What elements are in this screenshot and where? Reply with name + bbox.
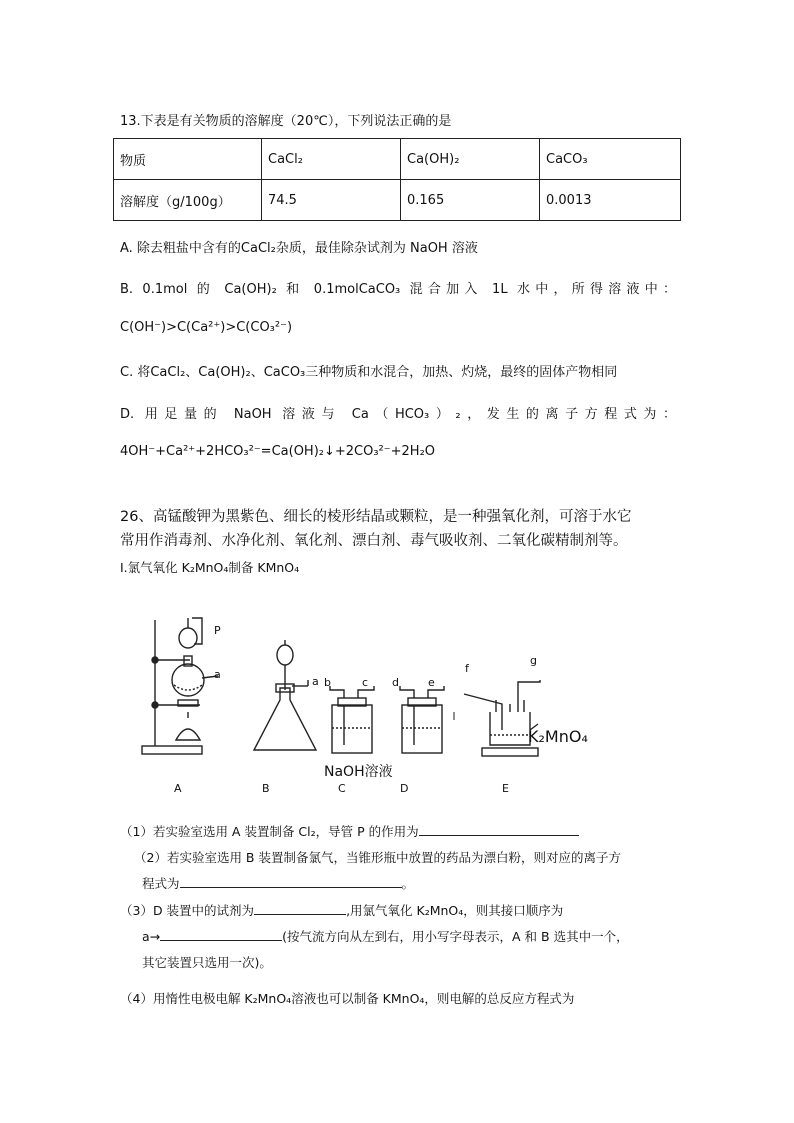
q26-sub3-line2-suffix: (按气流方向从左到右，用小写字母表示，A 和 B 选其中一个， (282, 929, 629, 944)
apparatus-label: C (338, 782, 346, 795)
q26-sub1-text: （1）若实验室选用 A 装置制备 Cl₂，导管 P 的作用为 (120, 824, 419, 839)
q26-sub3-line3: 其它装置只选用一次)。 (142, 955, 272, 970)
solubility-table (113, 138, 681, 221)
port-label: f (465, 662, 469, 675)
answer-blank[interactable] (180, 875, 402, 888)
table-row-label: 溶解度（g/100g） (114, 180, 262, 221)
port-label: P (214, 624, 221, 637)
table-cell: 0.165 (401, 180, 540, 221)
apparatus-label: D (400, 782, 409, 795)
table-cell: 74.5 (262, 180, 401, 221)
q13-option-b-line1: B. 0.1mol 的 Ca(OH)₂ 和 0.1molCaCO₃ 混合加入 1L 水中，所得溶液中： (120, 282, 676, 297)
naoh-solution-label: NaOH溶液 (324, 764, 393, 780)
table-header-cell: 物质 (114, 139, 262, 180)
q13-option-c: C. 将CaCl₂、Ca(OH)₂、CaCO₃三种物质和水混合，加热、灼烧，最终的固体产物相同 (120, 365, 618, 380)
table-header-cell: CaCO₃ (540, 139, 681, 180)
q13-title: 13.下表是有关物质的溶解度（20℃），下列说法正确的是 (120, 114, 452, 129)
table-header-cell: CaCl₂ (262, 139, 401, 180)
q26-section1: Ⅰ.氯气氧化 K₂MnO₄制备 KMnO₄ (120, 560, 300, 575)
q13-option-b-line2: C(OH⁻)>C(Ca²⁺)>C(CO₃²⁻) (120, 320, 293, 335)
answer-blank[interactable] (254, 902, 346, 915)
apparatus-label: A (174, 782, 182, 795)
apparatus-label: E (502, 782, 509, 795)
port-label: d (392, 676, 399, 689)
q13-option-d-line1: D. 用足量的 NaOH 溶液与 Ca（HCO₃）₂，发生的离子方程式为： (120, 407, 676, 422)
q26-intro-line2: 常用作消毒剂、水净化剂、氧化剂、漂白剂、毒气吸收剂、二氧化碳精制剂等。 (120, 533, 628, 549)
apparatus-b (254, 640, 316, 750)
port-label: c (362, 676, 369, 689)
q26-sub3-line1 (120, 901, 563, 919)
q26-sub2-prefix: 程式为 (142, 876, 180, 891)
q13-option-d-line2: 4OH⁻+Ca²⁺+2HCO₃²⁻=Ca(OH)₂↓+2CO₃²⁻+2H₂O (120, 444, 436, 459)
table-cell: 0.0013 (540, 180, 681, 221)
apparatus-d (400, 686, 444, 753)
q13-option-a: A. 除去粗盐中含有的CaCl₂杂质，最佳除杂试剂为 NaOH 溶液 (120, 241, 478, 256)
q26-sub3-line2-prefix: a→ (142, 929, 161, 944)
answer-blank[interactable] (160, 928, 282, 941)
q26-sub4: （4）用惰性电极电解 K₂MnO₄溶液也可以制备 KMnO₄，则电解的总反应方程式为 (120, 991, 575, 1006)
table-row (114, 139, 681, 180)
apparatus-a (142, 618, 218, 754)
table-header-cell: Ca(OH)₂ (401, 139, 540, 180)
q26-sub3-suffix: ,用氯气氧化 K₂MnO₄，则其接口顺序为 (346, 903, 564, 918)
q26-sub2-suffix: 。 (401, 876, 415, 891)
port-label: e (428, 676, 435, 689)
port-label: b (324, 676, 331, 689)
q26-sub3-line2 (142, 927, 629, 945)
q26-sub2-line2 (142, 874, 414, 892)
port-label: g (530, 654, 537, 667)
q26-sub2-line1: （2）若实验室选用 B 装置制备氯气，当锥形瓶中放置的药品为漂白粉，则对应的离子方 (134, 850, 621, 865)
q26-sub3-prefix: （3）D 装置中的试剂为 (120, 903, 255, 918)
answer-blank[interactable] (419, 823, 579, 836)
q26-intro-line1: 26、高锰酸钾为黑紫色、细长的棱形结晶或颗粒，是一种强氧化剂，可溶于水它 (120, 509, 632, 525)
table-row (114, 180, 681, 221)
k2mno4-label: K₂MnO₄ (528, 727, 588, 746)
port-label: a (214, 668, 221, 681)
apparatus-label: B (262, 782, 270, 795)
q26-sub1 (120, 822, 579, 840)
apparatus-c (330, 686, 374, 753)
apparatus-figure (130, 600, 670, 810)
port-label: a (312, 675, 319, 688)
